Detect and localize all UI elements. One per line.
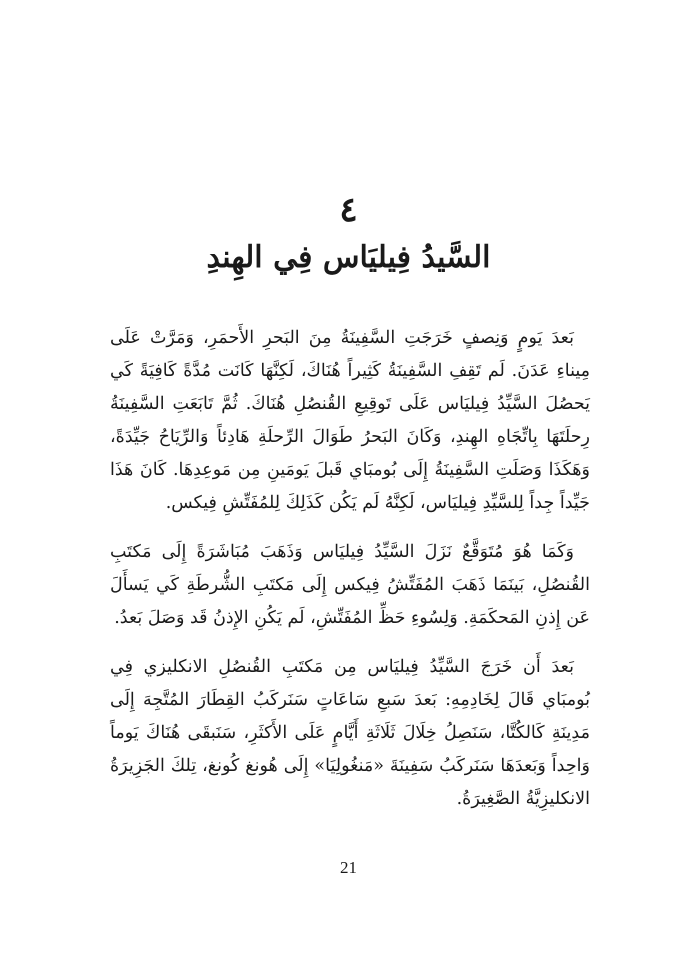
chapter-title: السَّيدُ فِيليَاس فِي الهِندِ [206,240,491,275]
chapter-number: ٤ [339,190,358,230]
paragraph: وَكَمَا هُوَ مُتَوَقَّعٌ نَزَلَ السَّيِّدُ فِيليَاس وَذَهَبَ مُبَاشَرَةً إِلَى مَكتَبِ القُنصُلِ، بَينَمَا ذَهَبَ المُفَتِّشُ فِيكس إِلَى مَكتَبِ الشُّرطَةِ كَي يَسأَلَ عَن إِذنِ المَحكَمَةِ. وَلِسُوءِ حَظِّ المُفَتِّشِ، لَم يَكُنِ الإِذنُ قَد وَصَلَ بَعدُ. [110,542,590,628]
paragraph: بَعدَ أَن خَرَجَ السَّيِّدُ فِيليَاس مِن مَكتَبِ القُنصُلِ الانكليزي فِي بُومبَاي قَالَ لِخَادِمِهِ: بَعدَ سَبعِ سَاعَاتٍ سَنَركَبُ القِطَارَ المُتَّجِهَ إِلَى مَدِينَةِ كَالكُتَّا، سَنَصِلُ خِلَالَ ثَلَاثَةِ أَيَّامٍ عَلَى الأَكثَرِ، سَنَبقَى هُنَاكَ يَوماً وَاحِداً وَبَعدَهَا سَنَركَبُ سَفِينَةَ «مَنغُولِيَا» إِلَى هُونغ كُونغ، تِلكَ الجَزِيرَةُ الانكليزِيَّةُ الصَّغِيرَةُ. [110,657,590,809]
page-number: 21 [340,858,357,877]
paragraph: بَعدَ يَومٍ وَنِصفٍ خَرَجَتِ السَّفِينَةُ مِنَ البَحرِ الأَحمَرِ، وَمَرَّتْ عَلَى مِيناءِ عَدَنَ. لَم تَقِفِ السَّفِينَةُ كَثِيراً هُنَاكَ، لَكِنَّهَا كَانَت مُدَّةً كَافِيَةً كَي يَحصُلَ السَّيِّدُ فِيليَاس عَلَى تَوقِيعِ القُنصُلِ هُنَاكَ. ثُمَّ تَابَعَتِ السَّفِينَةُ رِحلَتَهَا بِاتِّجَاهِ الهِندِ، وَكَانَ البَحرُ طَوَالَ الرِّحلَةِ هَادِئاً وَالرِّيَاحُ جَيِّدَةً، وَهَكَذَا وَصَلَتِ السَّفِينَةُ إِلَى بُومبَاي قَبلَ يَومَينِ مِن مَوعِدِهَا. كَانَ هَذَا جَيِّداً جِداً لِلسَّيِّدِ فِيليَاس، لَكِنَّهُ لَم يَكُن كَذَلِكَ لِلمُفَتِّشِ فِيكس. [110,328,590,513]
chapter-body [110,322,590,832]
